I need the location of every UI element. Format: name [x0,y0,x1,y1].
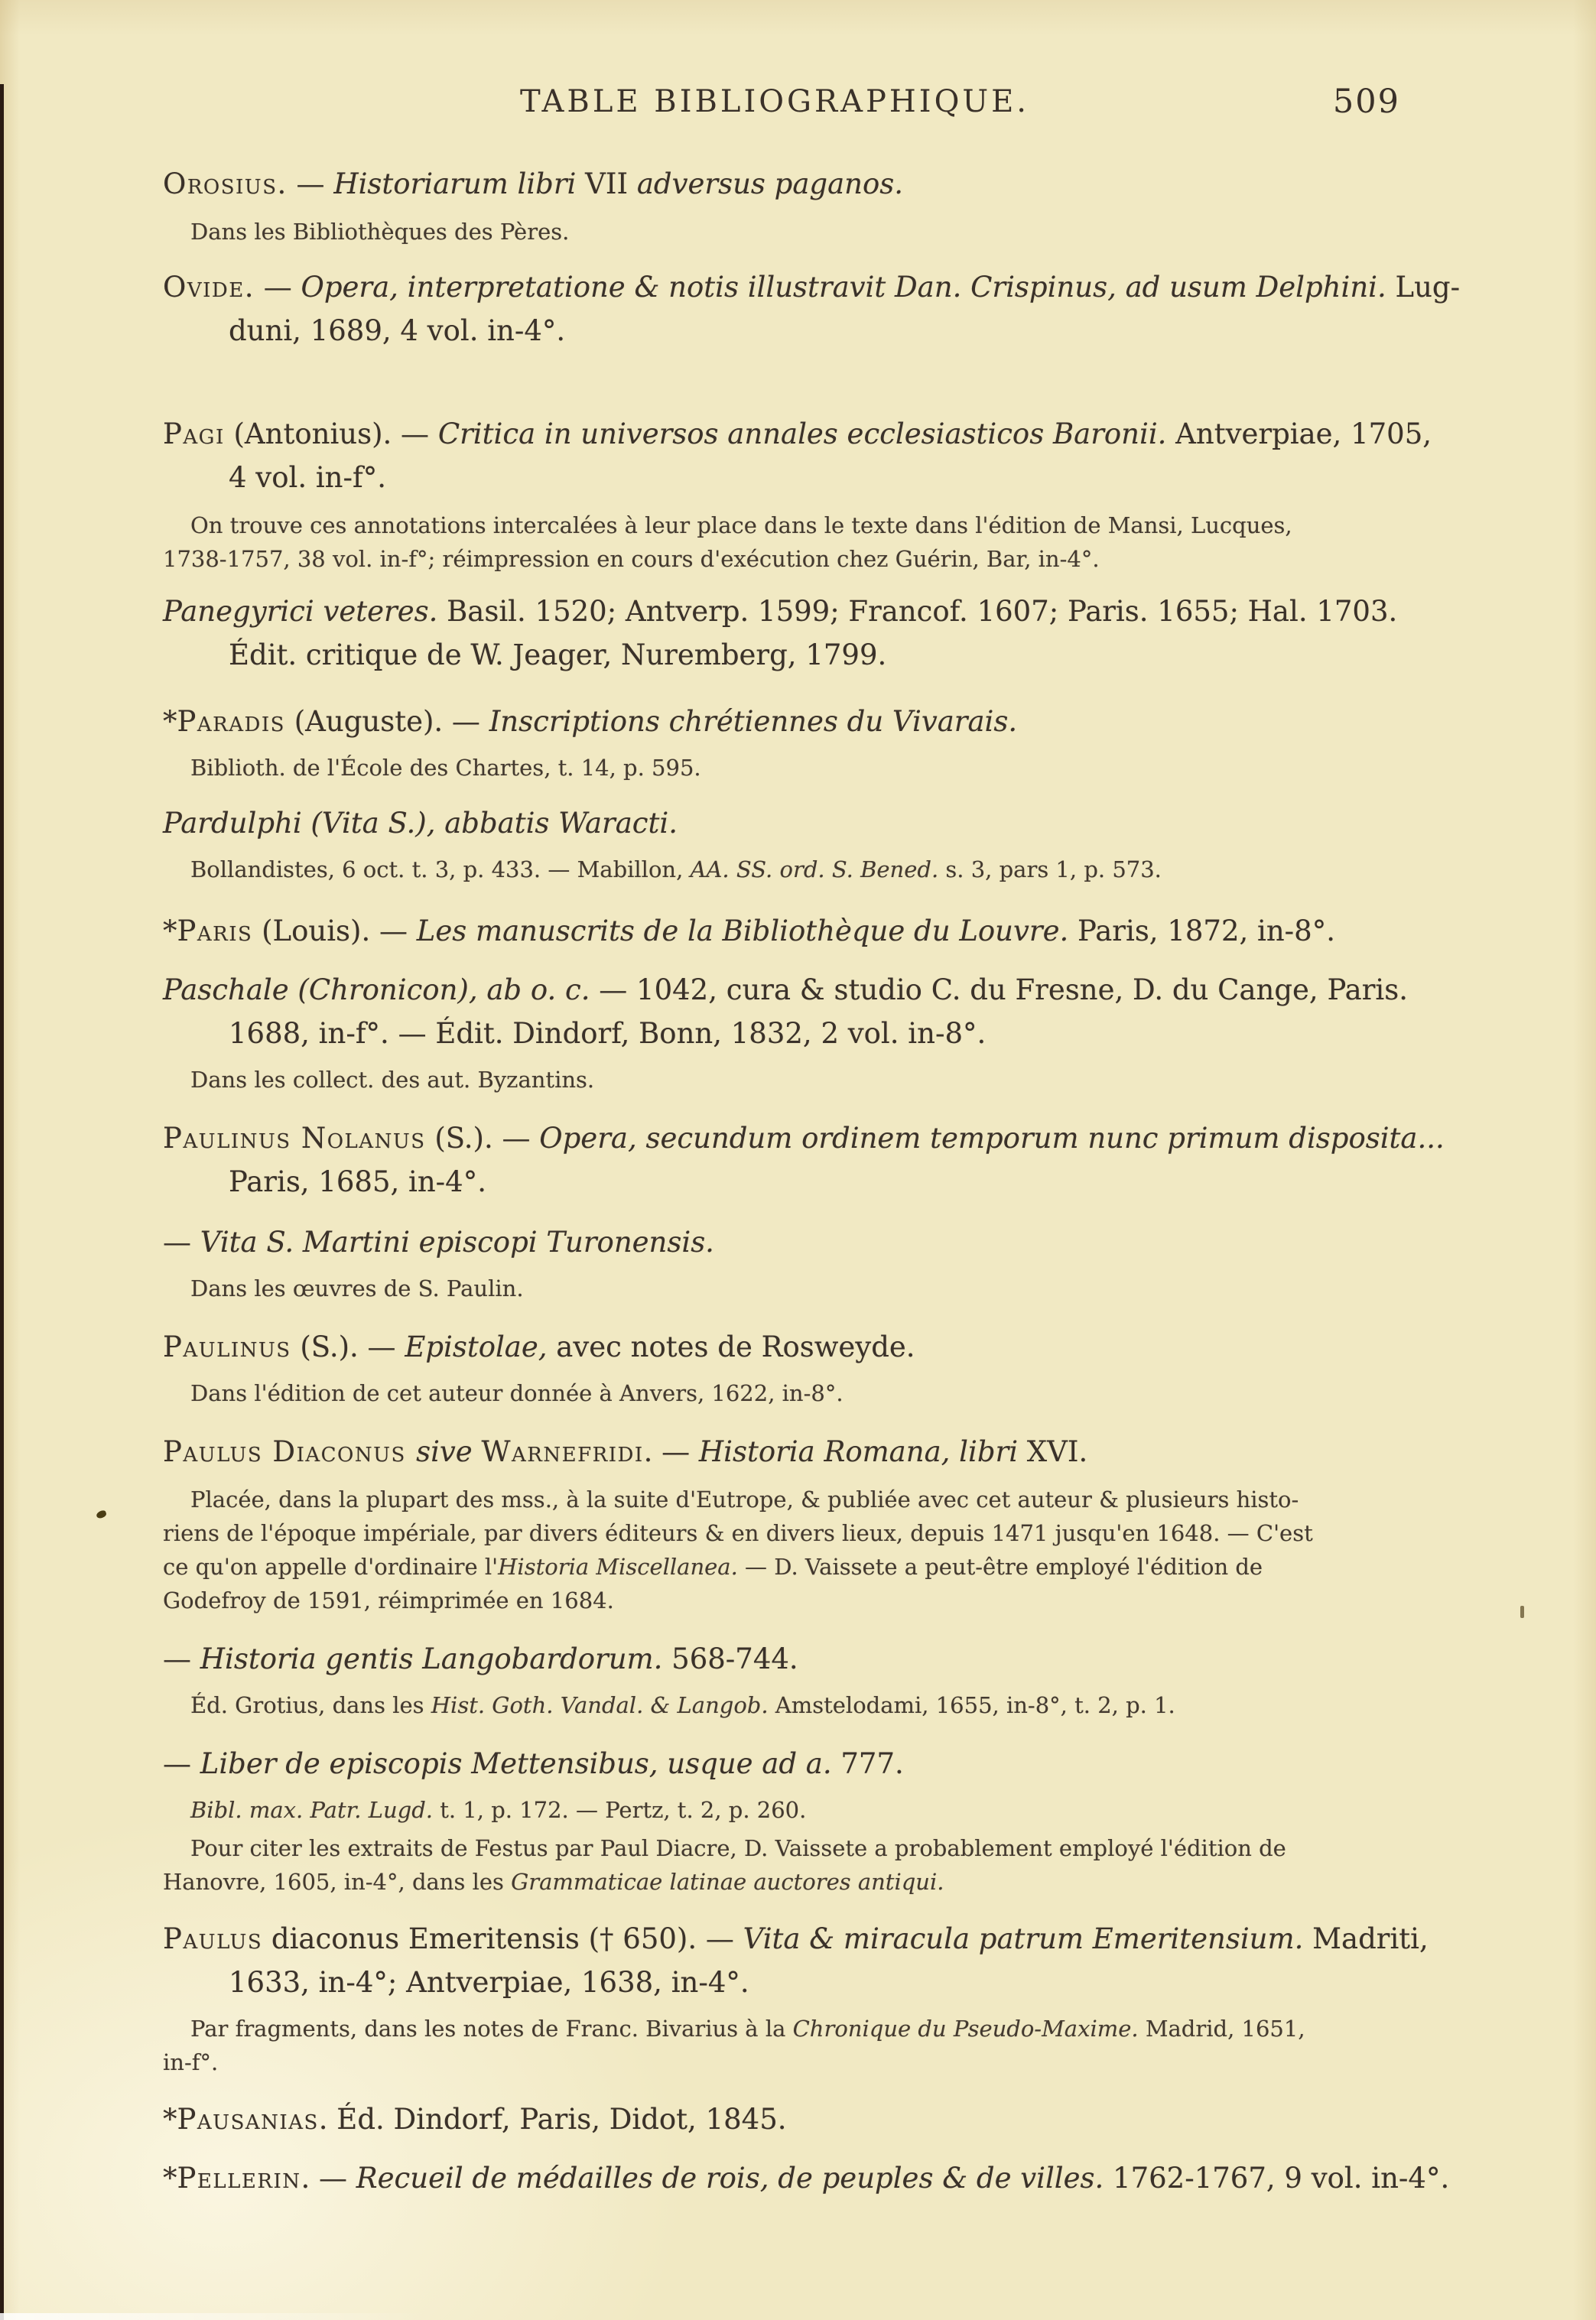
text-segment: Madriti, [1303,1922,1429,1955]
text-segment: Opera, secundum ordinem temporum nunc primum disposita... [539,1122,1445,1155]
text-segment: diaconus Emeritensis († 650). — [262,1922,743,1955]
note-paragraph-8 [163,751,1509,785]
entry-paragraph-4 [163,412,1509,499]
entry-paragraph-29 [163,2156,1509,2200]
text-segment: Paschale (Chronicon), ab o. c. [163,973,590,1006]
page-number: 509 [1332,83,1400,121]
text-segment: * [163,915,177,947]
text-segment: Antverpiae, 1705, [1166,418,1432,450]
text-segment: avec notes de Rosweyde. [547,1331,915,1363]
text-segment: . Éd. Dindorf, Paris, Didot, 1845. [318,2103,787,2136]
text-segment: adversus paganos. [628,167,903,200]
note-paragraph-22 [163,1688,1509,1722]
text-segment: Lug- [1386,271,1461,304]
entry-paragraph-3 [163,265,1509,353]
text-segment: Chronique du Pseudo-Maxime. [792,2016,1139,2042]
text-segment: 568-744. [662,1643,798,1675]
note-paragraph-20 [163,1483,1509,1617]
text-segment: Édit. critique de W. Jeager, Nuremberg, 1799. [229,638,887,671]
bibliography-entries [163,162,1509,2200]
text-segment: s. 3, pars 1, p. 573. [938,856,1162,882]
note-paragraph-27 [163,2012,1509,2079]
text-segment: sive [416,1435,482,1468]
text-segment: 1633, in-4°; Antverpiae, 1638, in-4°. [229,1966,749,1999]
note-paragraph-16 [163,1272,1509,1305]
text-segment: * [163,2103,177,2136]
entry-paragraph-28 [163,2097,1509,2141]
entry-paragraph-15 [163,1220,1509,1264]
text-segment: Liber de episcopis Mettensibus, usque ad a. [200,1747,832,1780]
text-segment: duni, 1689, 4 vol. in-4°. [229,314,566,347]
text-segment: Pausanias [177,2103,319,2136]
text-segment: Historiarum libri [333,167,586,200]
text-segment: — [163,1226,200,1259]
scan-edge-sliver [0,2313,428,2320]
entry-paragraph-7 [163,700,1509,743]
text-segment: — D. Vaissete a peut-être employé l'édition de [737,1554,1263,1580]
entry-paragraph-1 [163,162,1509,206]
entry-paragraph-17 [163,1325,1509,1369]
entry-paragraph-12 [163,968,1509,1055]
text-segment: Placée, dans la plupart des mss., à la suite d'Eutrope, & publiée avec cet auteur & plusieurs histo- [190,1487,1299,1513]
text-segment: Dans les Bibliothèques des Pères. [190,219,570,245]
note-paragraph-24 [163,1793,1509,1827]
text-segment: Orosius. [163,167,288,200]
text-segment: Vita S. Martini episcopi Turonensis. [200,1226,714,1259]
text-segment: Opera, interpretatione & notis illustravit Dan. Crispinus, ad usum Delphini. [301,271,1386,304]
text-segment: * [163,2162,177,2195]
text-segment: Critica in universos annales ecclesiasticos Baronii. [437,418,1167,450]
text-segment: Basil. 1520; Antverp. 1599; Francof. 1607; Paris. 1655; Hal. 1703. [437,595,1398,628]
note-paragraph-5 [163,509,1509,576]
text-segment: Vita & miracula patrum Emeritensium. [743,1922,1304,1955]
text-segment: Recueil de médailles de rois, de peuples & de villes. [356,2162,1104,2195]
text-segment: Paulinus [163,1331,291,1363]
page-header [163,84,1448,127]
text-segment: Éd. Grotius, dans les [190,1692,431,1718]
text-segment: * [163,705,177,738]
text-segment: Ovide. [163,271,255,304]
margin-mark [1520,1606,1524,1618]
note-paragraph-18 [163,1376,1509,1410]
text-segment: Epistolae, [405,1331,548,1363]
text-segment: Amstelodami, 1655, in-8°, t. 2, p. 1. [768,1692,1175,1718]
ink-speck [96,1509,107,1519]
text-segment: t. 1, p. 172. — Pertz, t. 2, p. 260. [433,1797,807,1823]
note-paragraph-10 [163,853,1509,886]
text-segment: 1688, in-f°. — Édit. Dindorf, Bonn, 1832, 2 vol. in-8°. [229,1017,987,1050]
text-segment: Inscriptions chrétiennes du Vivarais. [489,705,1018,738]
text-segment: Panegyrici veteres. [163,595,438,628]
text-segment: 1738-1757, 38 vol. in-f°; réimpression en cours d'exécution chez Guérin, Bar, in-4°. [163,546,1100,572]
note-paragraph-25 [163,1831,1509,1899]
text-segment: Godefroy de 1591, réimprimée en 1684. [163,1587,614,1613]
text-segment: Bibl. max. Patr. Lugd. [190,1797,433,1823]
text-segment: Grammaticae latinae auctores antiqui. [511,1869,944,1895]
entry-paragraph-14 [163,1116,1509,1204]
text-segment: Pour citer les extraits de Festus par Paul Diacre, D. Vaissete a probablement employé l'édition de [190,1835,1286,1861]
scanned-book-page [0,84,1596,2320]
text-segment: Paulinus Nolanus [163,1122,426,1155]
entry-paragraph-21 [163,1637,1509,1681]
note-paragraph-2 [163,215,1509,249]
text-segment: Historia gentis Langobardorum. [200,1643,663,1675]
entry-paragraph-9 [163,801,1509,845]
text-segment: Paradis [177,705,285,738]
text-segment: Hist. Goth. Vandal. & Langob. [431,1692,769,1718]
entry-paragraph-19 [163,1430,1509,1474]
text-segment: Paulus Diaconus [163,1435,417,1468]
text-segment: (Louis). — [252,915,417,947]
text-segment: Dans les collect. des aut. Byzantins. [190,1067,595,1093]
text-segment: Historia Miscellanea. [498,1554,738,1580]
text-segment: Pagi [163,418,225,450]
text-segment: — [287,167,334,200]
text-segment: Paris, 1685, in-4°. [229,1165,486,1198]
text-segment: Bollandistes, 6 oct. t. 3, p. 433. — Mabillon, [190,856,691,882]
text-segment: (Auguste). — [284,705,489,738]
entry-paragraph-6 [163,590,1509,677]
text-segment: — [163,1747,200,1780]
text-segment: Dans les œuvres de S. Paulin. [190,1275,524,1301]
text-segment: Paris, 1872, in-8°. [1068,915,1335,947]
text-segment: Par fragments, dans les notes de Franc. Bivarius à la [190,2016,793,2042]
page-title: TABLE BIBLIOGRAPHIQUE. [520,84,1030,119]
text-segment: (S.). — [291,1331,405,1363]
text-segment: Paulus [163,1922,263,1955]
text-segment: Hanovre, 1605, in-4°, dans les [163,1869,512,1895]
text-segment: AA. SS. ord. S. Bened. [690,856,939,882]
note-paragraph-13 [163,1063,1509,1097]
text-segment: (S.). — [425,1122,540,1155]
text-segment: . — [643,1435,699,1468]
text-segment: On trouve ces annotations intercalées à leur place dans le texte dans l'édition de Mansi, Lucques, [190,512,1292,538]
text-segment: Les manuscrits de la Bibliothèque du Louvre. [416,915,1069,947]
text-segment: — [254,271,301,304]
text-segment: ce qu'on appelle d'ordinaire l' [163,1554,499,1580]
text-segment: — [163,1643,200,1675]
text-segment: Pardulphi (Vita S.), abbatis Waracti. [163,807,678,840]
text-segment: Madrid, 1651, [1138,2016,1305,2042]
text-segment: in-f°. [163,2049,219,2075]
text-segment: Biblioth. de l'École des Chartes, t. 14, p. 595. [190,755,701,781]
text-segment: riens de l'époque impériale, par divers éditeurs & en divers lieux, depuis 1471 jusqu'en 1648. — C'est [163,1520,1313,1546]
text-segment: Warnefridi [481,1435,644,1468]
page-gutter-edge [0,84,4,2320]
text-segment: (Antonius). — [224,418,438,450]
text-segment: 777. [831,1747,904,1780]
text-segment: Paris [177,915,253,947]
text-segment: 4 vol. in-f°. [229,461,386,494]
text-segment: XVI. [1026,1435,1088,1468]
text-segment: Dans l'édition de cet auteur donnée à Anvers, 1622, in-8°. [190,1380,844,1406]
entry-paragraph-23 [163,1742,1509,1785]
text-segment: — 1042, cura & studio C. du Fresne, D. du Cange, Paris. [590,973,1409,1006]
text-segment: 1762-1767, 9 vol. in-4°. [1104,2162,1450,2195]
text-segment: . — [301,2162,356,2195]
entry-paragraph-11 [163,909,1509,953]
entry-paragraph-26 [163,1917,1509,2004]
text-segment: VII [585,167,629,200]
text-segment: Historia Romana, libri [698,1435,1027,1468]
text-segment: Pellerin [177,2162,301,2195]
